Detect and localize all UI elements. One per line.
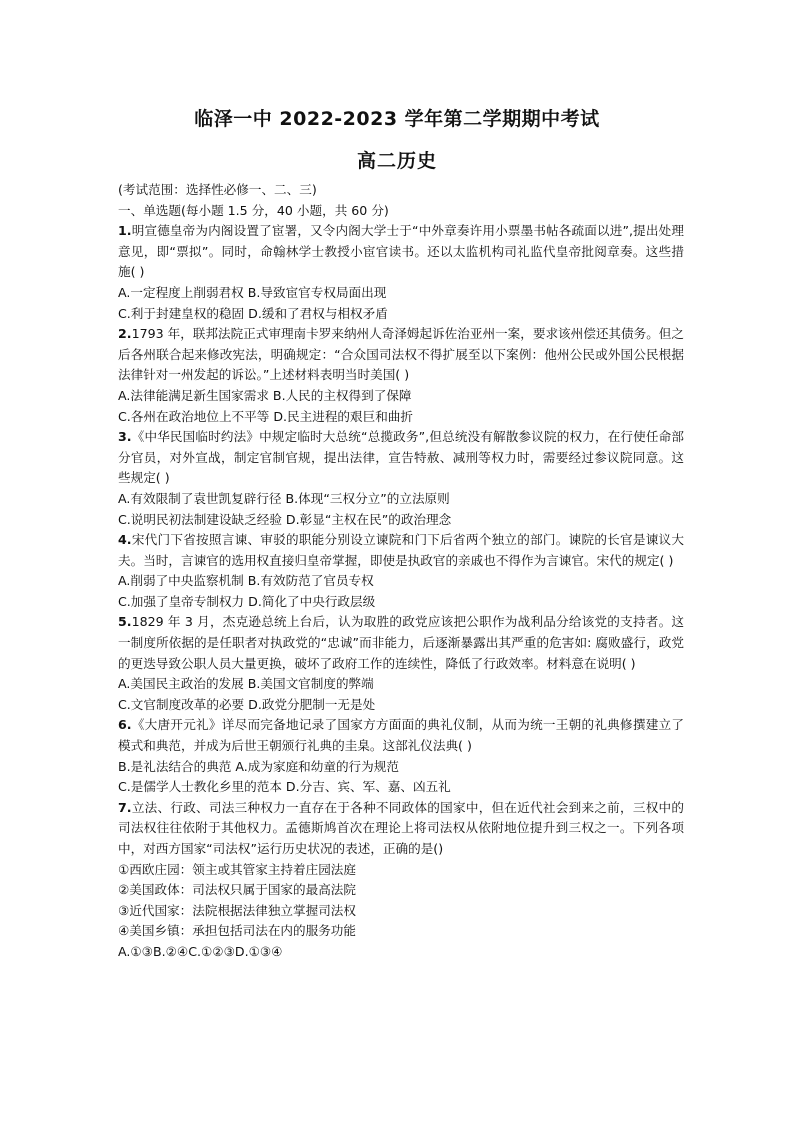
question-text: 《中华民国临时约法》中规定临时大总统“总揽政务”,但总统没有解散参议院的权力，在行使任命部分官员，对外宣战，制定官制官规，提出法律，宣告特赦、减刑等权力时，需要经过参议院同意。这些规定( ): [118, 429, 684, 486]
answer-options: A.削弱了中央监察机制 B.有效防范了官员专权: [118, 573, 374, 589]
answer-options: A.①③B.②④C.①②③D.①③④: [118, 943, 283, 959]
question-5: [118, 612, 684, 715]
question-number: 2.: [118, 326, 132, 342]
statement-item: ①西欧庄园：领主或其管家主持着庄园法庭: [118, 861, 356, 877]
question-stem: [118, 715, 684, 756]
answer-options: C.各州在政治地位上不平等 D.民主进程的艰巨和曲折: [118, 408, 413, 424]
question-stem: [118, 612, 684, 674]
question-text: 《大唐开元礼》详尽而完备地记录了国家方方面面的典礼仪制，从而为统一王朝的礼典修撰建立了模式和典范，并成为后世王朝颁行礼典的圭臬。这部礼仪法典( ): [118, 717, 684, 754]
answer-options: C.文官制度改革的必要 D.政党分肥制一无是处: [118, 696, 376, 712]
exam-scope: (考试范围：选择性必修一、二、三): [118, 182, 317, 197]
statement-item: ④美国乡镇：承担包括司法在内的服务功能: [118, 923, 356, 939]
question-text: 宋代门下省按照言谏、审驳的职能分别设立谏院和门下后省两个独立的部门。谏院的长官是谏议大夫。当时，言谏官的选用权直接归皇帝掌握，即使是执政官的亲戚也不得作为言谏官。宋代的规定( ): [118, 532, 684, 568]
section-heading: 一、单选题(每小题 1.5 分，40 小题，共 60 分): [118, 202, 389, 218]
question-number: 6.: [118, 717, 132, 733]
question-6: [118, 715, 684, 797]
question-7: [118, 798, 684, 963]
answer-options: C.加强了皇帝专制权力 D.简化了中央行政层级: [118, 593, 376, 609]
question-stem: [118, 530, 684, 571]
exam-title: 临泽一中 2022-2023 学年第二学期期中考试: [194, 108, 600, 130]
answer-options: A.法律能满足新生国家需求 B.人民的主权得到了保障: [118, 387, 412, 403]
answer-options: C.是儒学人士教化乡里的范本 D.分吉、宾、军、嘉、凶五礼: [118, 779, 451, 795]
question-stem: [118, 798, 684, 860]
answer-options: C.利于封建皇权的稳固 D.缓和了君权与相权矛盾: [118, 305, 388, 321]
question-2: [118, 324, 684, 427]
exam-content: [118, 180, 684, 963]
question-stem: [118, 221, 684, 283]
question-text: 明宣德皇帝为内阁设置了宦署，又令内阁大学士于“中外章奏许用小票墨书帖各疏面以进”,提出处理意见，即“票拟”。同时，命翰林学士教授小宦官读书。还以太监机构司礼监代皇帝批阅章奏。这些措施( ): [118, 223, 684, 280]
question-3: [118, 427, 684, 530]
question-text: 1793 年，联邦法院正式审理南卡罗来纳州人奇泽姆起诉佐治亚州一案，要求该州偿还其债务。但之后各州联合起来修改宪法，明确规定：“合众国司法权不得扩展至以下案例：他州公民或外国公民根据法律针对一州发起的诉讼。”上述材料表明当时美国( ): [118, 326, 684, 383]
question-number: 5.: [118, 614, 132, 630]
question-1: [118, 221, 684, 324]
question-number: 7.: [118, 799, 132, 815]
question-stem: [118, 427, 684, 489]
statement-item: ③近代国家：法院根据法律独立掌握司法权: [118, 902, 356, 918]
question-text: 立法、行政、司法三种权力一直存在于各种不同政体的国家中，但在近代社会到来之前，三权中的司法权往往依附于其他权力。孟德斯鸠首次在理论上将司法权从依附地位提升到三权之一。下列各项中，对西方国家“司法权”运行历史状况的表述，正确的是(): [118, 799, 684, 856]
question-text: 1829 年 3 月，杰克逊总统上台后，认为取胜的政党应该把公职作为战利品分给该党的支持者。这一制度所依据的是任职者对执政党的“忠诚”而非能力，后逐渐暴露出其严重的危害如: 腐败盛行，政党的更迭导致公职人员大量更换，破坏了政府工作的连续性，降低了行政效率。材料意在说明( ): [118, 614, 684, 671]
answer-options: A.有效限制了袁世凯复辟行径 B.体现“三权分立”的立法原则: [118, 490, 450, 506]
question-number: 4.: [118, 532, 132, 548]
answer-options: C.说明民初法制建设缺乏经验 D.彰显“主权在民”的政治理念: [118, 511, 452, 527]
answer-options: B.是礼法结合的典范 A.成为家庭和幼童的行为规范: [118, 758, 399, 774]
exam-subject: 高二历史: [356, 150, 437, 172]
question-stem: [118, 324, 684, 386]
statement-item: ②美国政体：司法权只属于国家的最高法院: [118, 882, 356, 898]
question-number: 3.: [118, 429, 132, 445]
question-number: 1.: [118, 223, 132, 239]
question-4: [118, 530, 684, 612]
answer-options: A.一定程度上削弱君权 B.导致宦官专权局面出现: [118, 284, 387, 300]
answer-options: A.美国民主政治的发展 B.美国文官制度的弊端: [118, 676, 374, 692]
